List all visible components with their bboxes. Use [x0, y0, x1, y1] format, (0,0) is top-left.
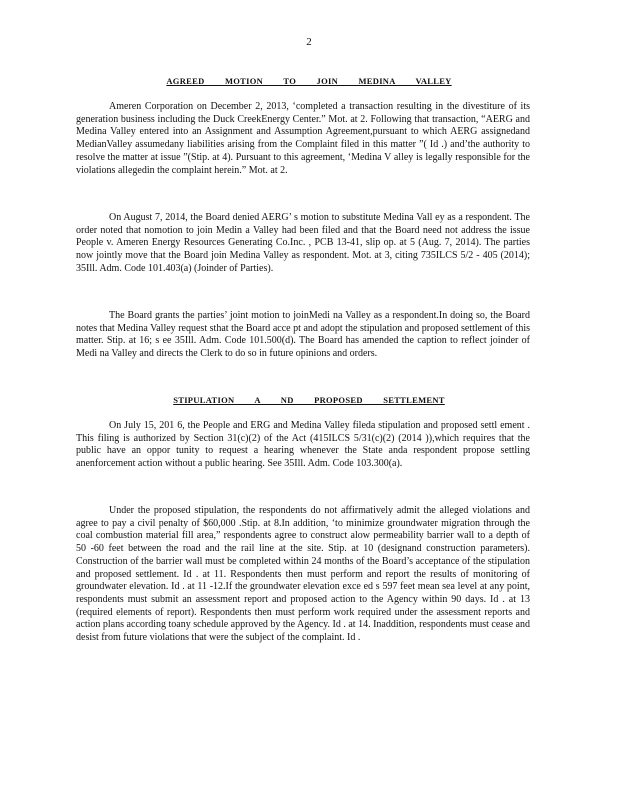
page-number: 2 [306, 36, 312, 48]
paragraph-proposed-terms: Under the proposed stipulation, the respondents do not affirmatively admit the alleged violations and agree to pay a civil penalty of $60,000 .Stip. at 8.In addition, ‘to minimize groundwater migration through the coal combustion material fill area,” respondents agree to construct alow permeability barrier wall to a depth of 50 -60 feet between the road and the rail line at the site. Stip. at 10 (designand construction parameters). Construction of the barrier wall must be completed within 24 months of the Board’s acceptance of the stipulation and proposed settlement. Id . at 11. Respondents then must perform and report the results of monitoring of groundwater elevation. Id . at 11 -12.If the groundwater elevation exce ed s 597 feet mean sea level at any point, respondents must submit an assessment report and proposed action to the Agency within 90 days. Id . at 13 (required elements of report). Respondents then must perform work required under the assessment reports and action plans according toany schedule approved by the Agency. Id . at 14. Inaddition, respondents must cease and desist from future violations that were the subject of the complaint. Id . [76, 505, 530, 644]
paragraph-divestiture: Ameren Corporation on December 2, 2013, ‘completed a transaction resulting in the divestiture of its generation business including the Duck CreekEnergy Center.” Mot. at 2. Following that transaction, “AERG and Medina Valley entered into an Assignment and Assumption Agreement,pursuant to which AERG assignedand MedianValley assumedany liabilities arising from the Complaint filed in this matter ”( Id .) and’the authority to resolve the matter at issue ”(Stip. at 4). Pursuant to this agreement, ‘Medina V alley is legally responsible for the violations allegedin the complaint herein.” Mot. at 2. [76, 101, 530, 176]
paragraph-board-grants: The Board grants the parties’ joint motion to joinMedi na Valley as a respondent.In doing so, the Board notes that Medina Valley request sthat the Board acce pt and adopt the stipulation and proposed settlement of this matter. Stip. at 16; s ee 35Ill. Adm. Code 101.500(d). The Board has amended the caption to reflect joinder of Medi na Valley and directs the Clerk to do so in future opinions and orders. [76, 310, 530, 360]
heading-text: STIPULATION A ND PROPOSED SETTLEMENT [173, 395, 445, 405]
section-heading-stipulation [0, 395, 618, 405]
heading-text: AGREED MOTION TO JOIN MEDINA VALLEY [166, 76, 452, 86]
paragraph-board-denial: On August 7, 2014, the Board denied AERG’ s motion to substitute Medina Vall ey as a respondent. The order noted that nomotion to join Medin a Valley had been filed and that the Board need not address the issue People v. Ameren Energy Resources Generating Co.Inc. , PCB 13-41, slip op. at 5 (Aug. 7, 2014). The parties now jointly move that the Board join Medina Valley as respondent. Mot. at 3, citing 735ILCS 5/2 - 405 (2014); 35Ill. Adm. Code 101.403(a) (Joinder of Parties). [76, 212, 530, 274]
paragraph-stipulation-filing: On July 15, 201 6, the People and ERG and Medina Valley fileda stipulation and proposed settl ement . This filing is authorized by Section 31(c)(2) of the Act (415ILCS 5/31(c)(2) (2014 )),which requires that the public have an oppor tunity to request a hearing whenever the State anda respondent propose settling anenforcement action without a public hearing. See 35Ill. Adm. Code 103.300(a). [76, 420, 530, 470]
section-heading-agreed-motion [0, 76, 618, 86]
